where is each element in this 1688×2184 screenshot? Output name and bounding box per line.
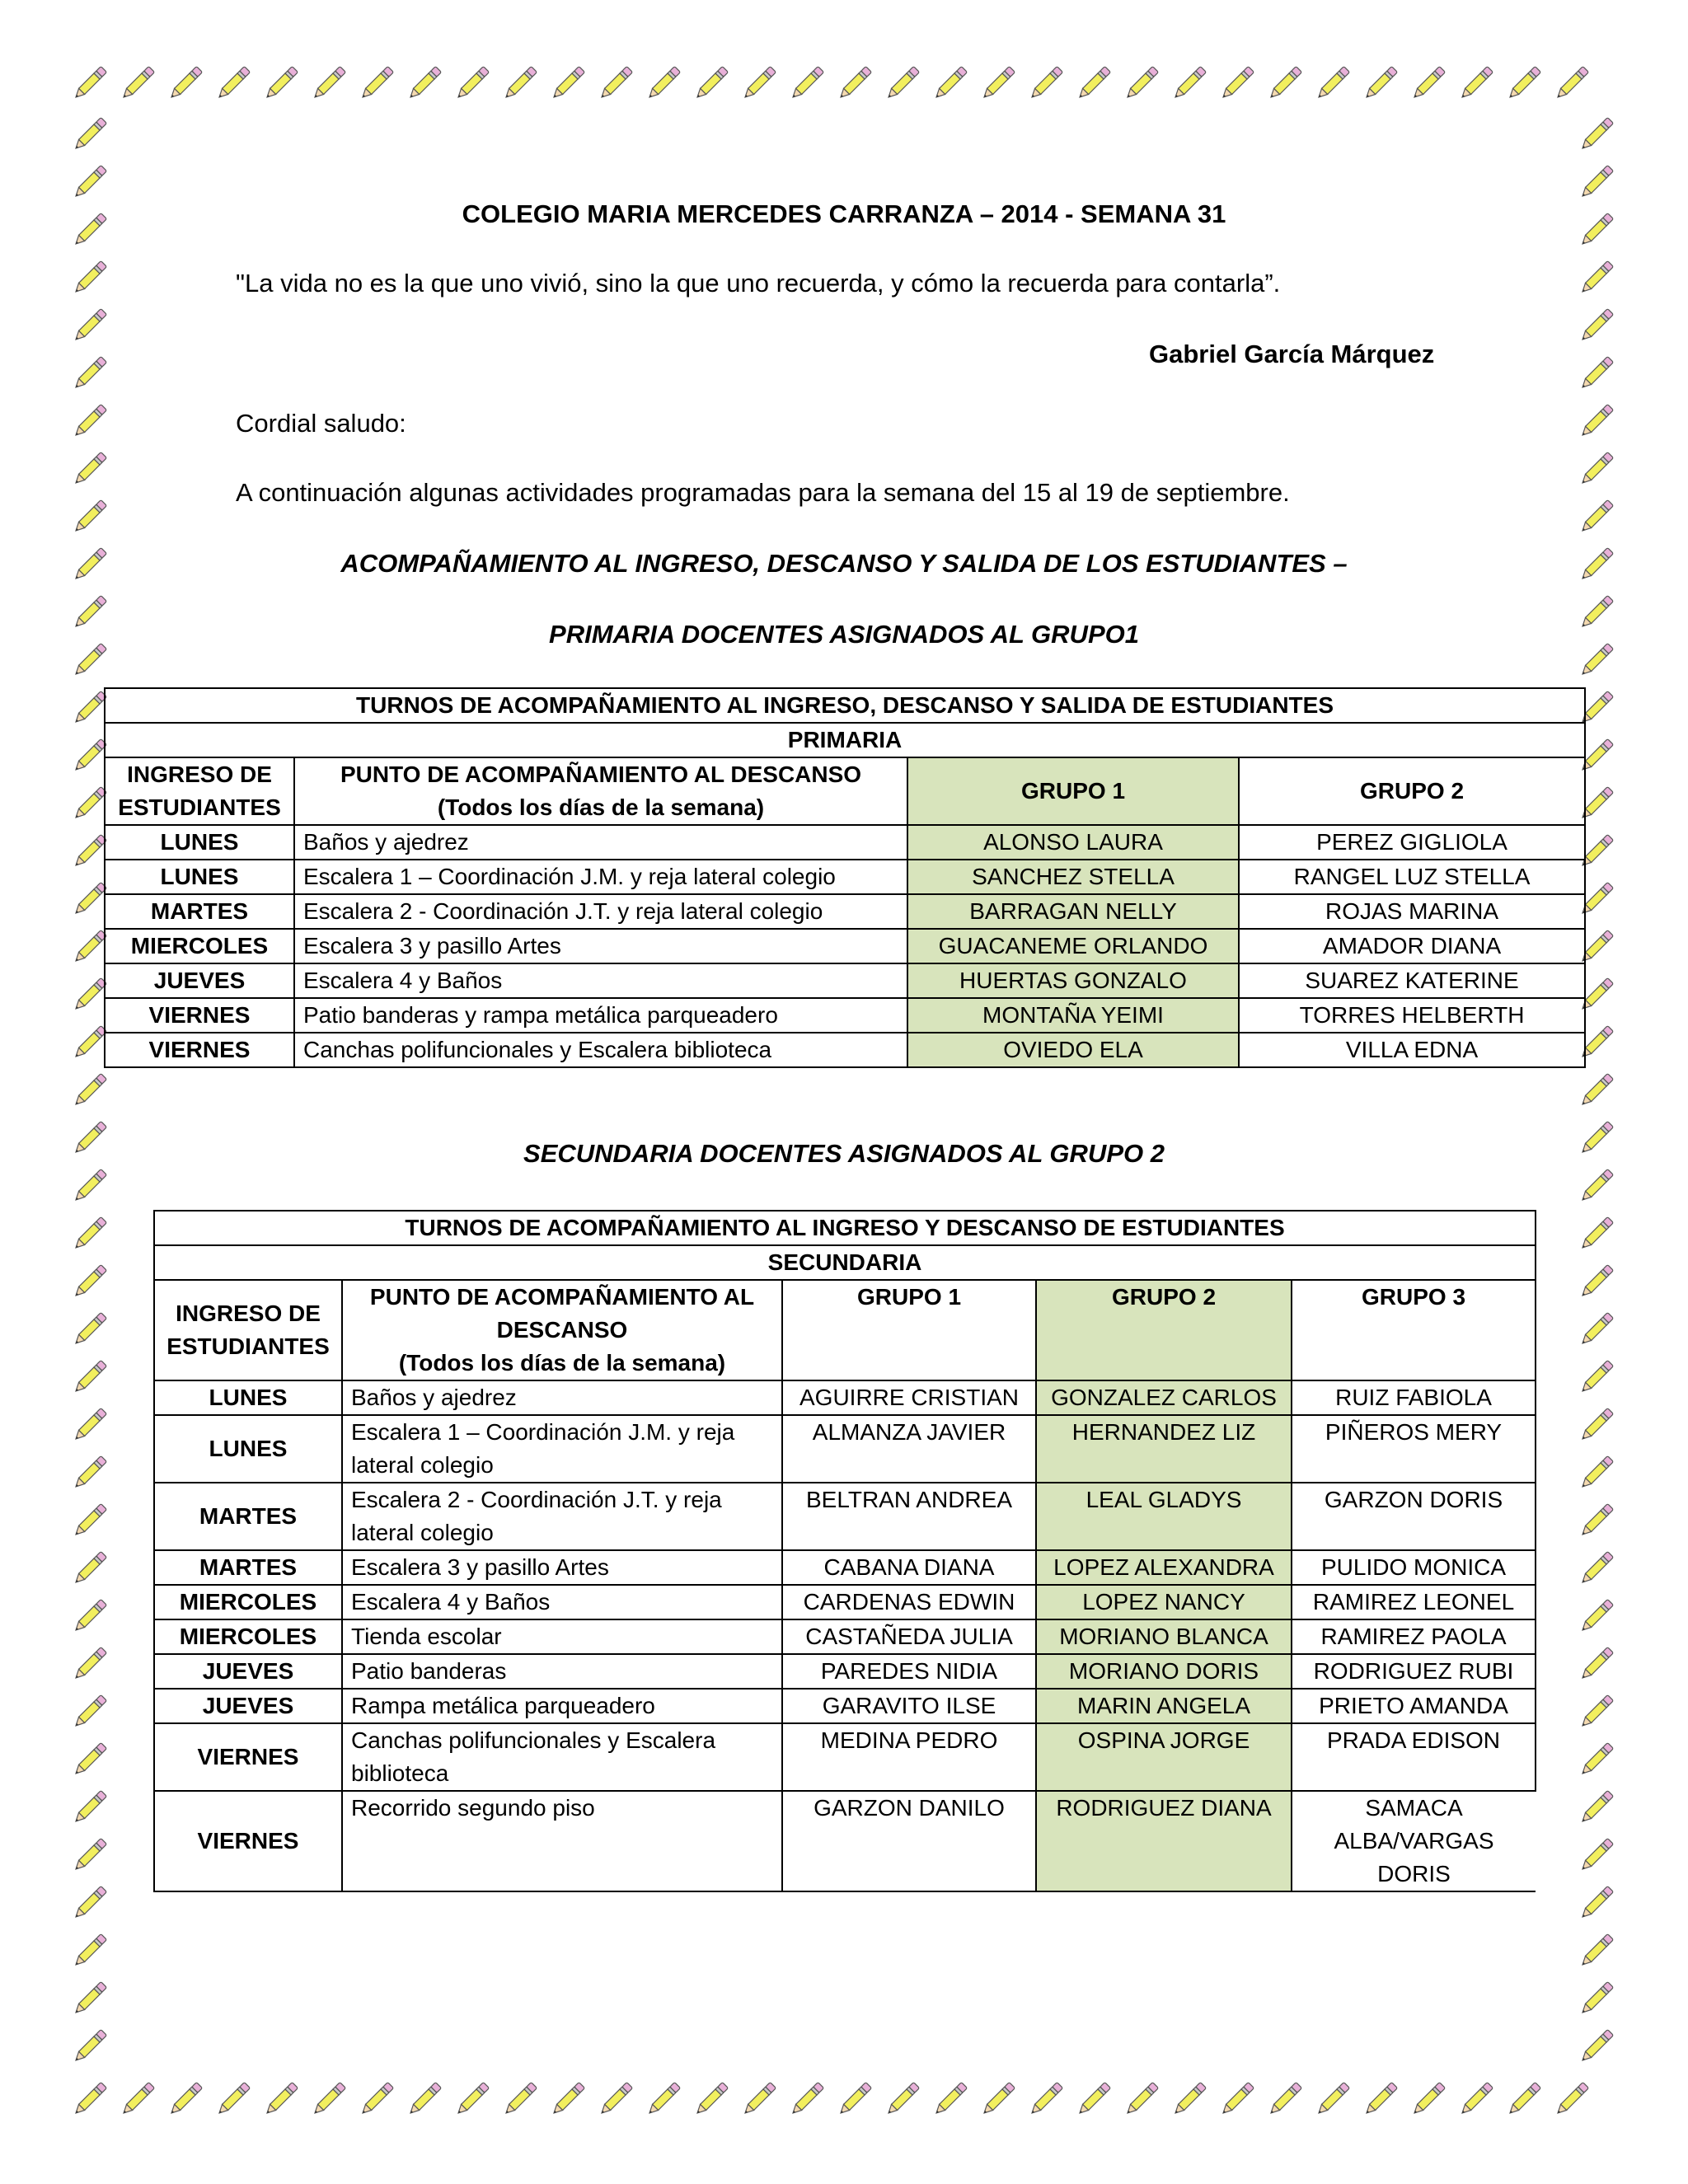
group-3-cell bbox=[1292, 1550, 1536, 1585]
group-3-line1: PRIETO AMANDA bbox=[1319, 1693, 1508, 1718]
pencil-icon bbox=[68, 1165, 111, 1207]
pencil-icon bbox=[1503, 62, 1545, 105]
day-cell: JUEVES bbox=[154, 1654, 342, 1689]
day-cell: VIERNES bbox=[154, 1791, 342, 1891]
header-point bbox=[342, 1280, 782, 1380]
point-line1: Escalera 2 - Coordinación J.T. y reja bbox=[351, 1487, 722, 1512]
table-row bbox=[154, 1550, 1536, 1585]
primaria-heading: PRIMARIA DOCENTES ASIGNADOS AL GRUPO1 bbox=[549, 620, 1139, 649]
pencil-icon bbox=[1575, 1595, 1618, 1638]
table-row bbox=[105, 998, 1585, 1033]
pencil-icon bbox=[68, 1786, 111, 1829]
table-title: TURNOS DE ACOMPAÑAMIENTO AL INGRESO, DESCANSO Y SALIDA DE ESTUDIANTES bbox=[105, 688, 1585, 723]
group-1-cell: HUERTAS GONZALO bbox=[907, 963, 1239, 998]
pencil-icon bbox=[1503, 2078, 1545, 2121]
group-1-cell: MONTAÑA YEIMI bbox=[907, 998, 1239, 1033]
header-point-line2: DESCANSO bbox=[496, 1317, 628, 1343]
table-header-row bbox=[105, 757, 1585, 825]
pencil-icon bbox=[164, 2078, 207, 2121]
table-row bbox=[154, 1380, 1536, 1415]
secundaria-table bbox=[153, 1210, 1536, 1892]
pencil-icon bbox=[403, 2078, 446, 2121]
pencil-icon bbox=[1264, 62, 1306, 105]
group-1-cell: GARZON DANILO bbox=[782, 1791, 1036, 1891]
point-line2: lateral colegio bbox=[351, 1520, 494, 1545]
pencil-icon bbox=[594, 62, 637, 105]
pencil-icon bbox=[1216, 62, 1259, 105]
table-row bbox=[154, 1654, 1536, 1689]
pencil-icon bbox=[1072, 62, 1115, 105]
day-cell: MARTES bbox=[154, 1550, 342, 1585]
pencil-icon bbox=[1168, 62, 1211, 105]
group-1-cell: GUACANEME ORLANDO bbox=[907, 929, 1239, 963]
group-2-cell: MARIN ANGELA bbox=[1036, 1689, 1292, 1723]
pencil-icon bbox=[1575, 1547, 1618, 1590]
group-1-cell: GARAVITO ILSE bbox=[782, 1689, 1036, 1723]
pencil-icon bbox=[1575, 1404, 1618, 1446]
pencil-icon bbox=[68, 256, 111, 299]
group-1-cell: PAREDES NIDIA bbox=[782, 1654, 1036, 1689]
header-group-2: GRUPO 2 bbox=[1239, 757, 1585, 825]
pencil-icon bbox=[1575, 1738, 1618, 1781]
pencil-icon bbox=[499, 2078, 542, 2121]
group-2-cell: OSPINA JORGE bbox=[1036, 1723, 1292, 1791]
header-day-line1: INGRESO DE bbox=[127, 762, 272, 787]
group-3-line2: ALBA/VARGAS bbox=[1334, 1828, 1494, 1854]
group-3-line1: PRADA EDISON bbox=[1326, 1727, 1501, 1753]
group-3-cell bbox=[1292, 1585, 1536, 1619]
pencil-icon bbox=[785, 62, 828, 105]
header-group-1: GRUPO 1 bbox=[782, 1280, 1036, 1380]
group-1-cell: CARDENAS EDWIN bbox=[782, 1585, 1036, 1619]
pencil-icon bbox=[1072, 2078, 1115, 2121]
border-top bbox=[66, 59, 1624, 110]
pencil-icon bbox=[68, 1882, 111, 1924]
point-cell: Escalera 2 - Coordinación J.T. y reja lateral colegio bbox=[294, 894, 907, 929]
section-heading: ACOMPAÑAMIENTO AL INGRESO, DESCANSO Y SALIDA DE LOS ESTUDIANTES – bbox=[340, 549, 1348, 578]
pencil-icon bbox=[68, 1595, 111, 1638]
pencil-icon bbox=[1575, 448, 1618, 490]
table-row bbox=[154, 1415, 1536, 1483]
header-group-3: GRUPO 3 bbox=[1292, 1280, 1536, 1380]
pencil-icon bbox=[1359, 2078, 1402, 2121]
table-row bbox=[154, 1689, 1536, 1723]
point-line1: Escalera 1 – Coordinación J.M. y reja bbox=[351, 1419, 735, 1445]
table-subtitle: PRIMARIA bbox=[105, 723, 1585, 757]
group-3-cell bbox=[1292, 1723, 1536, 1791]
group-2-cell: TORRES HELBERTH bbox=[1239, 998, 1585, 1033]
pencil-icon bbox=[1575, 1308, 1618, 1351]
group-2-cell: VILLA EDNA bbox=[1239, 1033, 1585, 1067]
pencil-icon bbox=[68, 1834, 111, 1877]
pencil-icon bbox=[1311, 62, 1354, 105]
table-title: TURNOS DE ACOMPAÑAMIENTO AL INGRESO Y DESCANSO DE ESTUDIANTES bbox=[154, 1211, 1536, 1245]
pencil-icon bbox=[1550, 62, 1593, 105]
pencil-icon bbox=[1575, 400, 1618, 443]
pencil-icon bbox=[642, 62, 685, 105]
point-cell bbox=[342, 1723, 782, 1791]
group-2-cell: ROJAS MARINA bbox=[1239, 894, 1585, 929]
pencil-icon bbox=[1216, 2078, 1259, 2121]
day-cell: JUEVES bbox=[154, 1689, 342, 1723]
table-subtitle-row bbox=[154, 1245, 1536, 1280]
group-3-cell bbox=[1292, 1791, 1536, 1891]
quote-author: Gabriel García Márquez bbox=[1149, 340, 1435, 368]
pencil-icon bbox=[212, 62, 255, 105]
pencil-icon bbox=[785, 2078, 828, 2121]
group-1-cell: SANCHEZ STELLA bbox=[907, 860, 1239, 894]
group-1-cell: AGUIRRE CRISTIAN bbox=[782, 1380, 1036, 1415]
group-3-cell bbox=[1292, 1689, 1536, 1723]
pencil-icon bbox=[738, 62, 781, 105]
header-day bbox=[154, 1280, 342, 1380]
quote: "La vida no es la que uno vivió, sino la que uno recuerda, y cómo la recuerda para contarla”. bbox=[236, 269, 1281, 298]
pencil-icon bbox=[1359, 62, 1402, 105]
point-line1: Baños y ajedrez bbox=[351, 1385, 517, 1410]
pencil-icon bbox=[1550, 2078, 1593, 2121]
pencil-icon bbox=[1575, 1356, 1618, 1399]
pencil-icon bbox=[68, 62, 111, 105]
point-cell bbox=[342, 1689, 782, 1723]
pencil-icon bbox=[833, 62, 876, 105]
group-1-cell: BARRAGAN NELLY bbox=[907, 894, 1239, 929]
pencil-icon bbox=[1264, 2078, 1306, 2121]
intro-text: A continuación algunas actividades programadas para la semana del 15 al 19 de septiembre. bbox=[236, 478, 1290, 507]
pencil-icon bbox=[68, 1260, 111, 1303]
group-1-cell: MEDINA PEDRO bbox=[782, 1723, 1036, 1791]
point-line1: Canchas polifuncionales y Escalera bbox=[351, 1727, 716, 1753]
pencil-icon bbox=[68, 352, 111, 395]
pencil-icon bbox=[1575, 1786, 1618, 1829]
point-cell bbox=[342, 1585, 782, 1619]
border-right bbox=[1573, 110, 1624, 2075]
point-line1: Patio banderas bbox=[351, 1658, 507, 1684]
table-row bbox=[154, 1791, 1536, 1891]
pencil-icon bbox=[1575, 304, 1618, 347]
primaria-table bbox=[104, 687, 1586, 1068]
pencil-icon bbox=[977, 2078, 1020, 2121]
pencil-icon bbox=[690, 62, 733, 105]
pencil-icon bbox=[1575, 256, 1618, 299]
pencil-icon bbox=[68, 1069, 111, 1112]
table-row bbox=[105, 929, 1585, 963]
group-2-cell: LEAL GLADYS bbox=[1036, 1483, 1292, 1550]
point-cell: Escalera 3 y pasillo Artes bbox=[294, 929, 907, 963]
table-row bbox=[154, 1483, 1536, 1550]
pencil-icon bbox=[1575, 113, 1618, 156]
pencil-icon bbox=[212, 2078, 255, 2121]
pencil-icon bbox=[1575, 352, 1618, 395]
pencil-icon bbox=[164, 62, 207, 105]
pencil-icon bbox=[1120, 2078, 1163, 2121]
pencil-icon bbox=[1575, 1643, 1618, 1685]
pencil-icon bbox=[594, 2078, 637, 2121]
point-cell bbox=[342, 1380, 782, 1415]
point-cell bbox=[342, 1619, 782, 1654]
pencil-icon bbox=[68, 1451, 111, 1494]
point-cell: Baños y ajedrez bbox=[294, 825, 907, 860]
header-day-line2: ESTUDIANTES bbox=[166, 1333, 330, 1359]
pencil-icon bbox=[260, 2078, 302, 2121]
day-cell: LUNES bbox=[154, 1380, 342, 1415]
point-line1: Escalera 3 y pasillo Artes bbox=[351, 1554, 609, 1580]
pencil-icon bbox=[68, 495, 111, 538]
pencil-icon bbox=[68, 400, 111, 443]
group-2-cell: SUAREZ KATERINE bbox=[1239, 963, 1585, 998]
header-point-line1: PUNTO DE ACOMPAÑAMIENTO AL bbox=[369, 1284, 755, 1310]
group-3-line1: RUIZ FABIOLA bbox=[1335, 1385, 1492, 1410]
group-3-cell bbox=[1292, 1483, 1536, 1550]
table-row bbox=[105, 1033, 1585, 1067]
pencil-icon bbox=[1575, 1499, 1618, 1542]
pencil-icon bbox=[738, 2078, 781, 2121]
page-title: COLEGIO MARIA MERCEDES CARRANZA – 2014 - SEMANA 31 bbox=[462, 199, 1226, 228]
pencil-icon bbox=[1407, 2078, 1450, 2121]
header-point-line2: (Todos los días de la semana) bbox=[437, 794, 765, 820]
day-cell: VIERNES bbox=[154, 1723, 342, 1791]
point-cell bbox=[342, 1791, 782, 1891]
pencil-icon bbox=[1575, 1929, 1618, 1972]
group-3-cell bbox=[1292, 1380, 1536, 1415]
pencil-icon bbox=[1575, 1260, 1618, 1303]
table-title-row bbox=[154, 1211, 1536, 1245]
group-3-line1: RODRIGUEZ RUBI bbox=[1313, 1658, 1514, 1684]
table-subtitle: SECUNDARIA bbox=[154, 1245, 1536, 1280]
group-1-cell: CABANA DIANA bbox=[782, 1550, 1036, 1585]
pencil-icon bbox=[1575, 1165, 1618, 1207]
day-cell: MARTES bbox=[154, 1483, 342, 1550]
pencil-icon bbox=[1575, 1069, 1618, 1112]
header-day-line2: ESTUDIANTES bbox=[118, 794, 281, 820]
group-1-cell: ALMANZA JAVIER bbox=[782, 1415, 1036, 1483]
group-3-line3: DORIS bbox=[1377, 1861, 1451, 1886]
point-cell bbox=[342, 1550, 782, 1585]
table-row bbox=[154, 1585, 1536, 1619]
pencil-icon bbox=[1575, 2025, 1618, 2068]
group-3-cell bbox=[1292, 1415, 1536, 1483]
pencil-icon bbox=[1120, 62, 1163, 105]
group-3-line1: GARZON DORIS bbox=[1324, 1487, 1503, 1512]
day-cell: MIERCOLES bbox=[105, 929, 294, 963]
pencil-icon bbox=[977, 62, 1020, 105]
group-2-cell: PEREZ GIGLIOLA bbox=[1239, 825, 1585, 860]
pencil-icon bbox=[546, 2078, 589, 2121]
pencil-icon bbox=[307, 2078, 350, 2121]
group-1-cell: OVIEDO ELA bbox=[907, 1033, 1239, 1067]
point-cell bbox=[342, 1654, 782, 1689]
group-2-cell: MORIANO BLANCA bbox=[1036, 1619, 1292, 1654]
point-cell: Canchas polifuncionales y Escalera biblioteca bbox=[294, 1033, 907, 1067]
point-cell bbox=[342, 1415, 782, 1483]
point-line1: Recorrido segundo piso bbox=[351, 1795, 595, 1821]
day-cell: LUNES bbox=[154, 1415, 342, 1483]
point-cell: Patio banderas y rampa metálica parqueadero bbox=[294, 998, 907, 1033]
pencil-icon bbox=[1455, 62, 1498, 105]
group-3-cell bbox=[1292, 1619, 1536, 1654]
group-2-cell: LOPEZ NANCY bbox=[1036, 1585, 1292, 1619]
pencil-icon bbox=[881, 2078, 924, 2121]
table-title-row bbox=[105, 688, 1585, 723]
pencil-icon bbox=[307, 62, 350, 105]
group-2-cell: RODRIGUEZ DIANA bbox=[1036, 1791, 1292, 1891]
header-group-2: GRUPO 2 bbox=[1036, 1280, 1292, 1380]
pencil-icon bbox=[1407, 62, 1450, 105]
secundaria-heading: SECUNDARIA DOCENTES ASIGNADOS AL GRUPO 2 bbox=[523, 1139, 1165, 1168]
pencil-icon bbox=[68, 1212, 111, 1255]
table-row bbox=[105, 860, 1585, 894]
header-group-1: GRUPO 1 bbox=[907, 757, 1239, 825]
pencil-icon bbox=[68, 2078, 111, 2121]
pencil-icon bbox=[355, 62, 398, 105]
pencil-icon bbox=[1575, 1690, 1618, 1733]
secundaria-body bbox=[154, 1380, 1536, 1891]
group-2-cell: LOPEZ ALEXANDRA bbox=[1036, 1550, 1292, 1585]
pencil-icon bbox=[68, 1404, 111, 1446]
table-header-row bbox=[154, 1280, 1536, 1380]
pencil-icon bbox=[1455, 2078, 1498, 2121]
pencil-icon bbox=[68, 1547, 111, 1590]
group-2-cell: GONZALEZ CARLOS bbox=[1036, 1380, 1292, 1415]
pencil-icon bbox=[116, 62, 159, 105]
point-cell: Escalera 1 – Coordinación J.M. y reja lateral colegio bbox=[294, 860, 907, 894]
pencil-icon bbox=[68, 1690, 111, 1733]
pencil-icon bbox=[1575, 1977, 1618, 2020]
pencil-icon bbox=[68, 2025, 111, 2068]
pencil-icon bbox=[68, 1738, 111, 1781]
table-subtitle-row bbox=[105, 723, 1585, 757]
group-2-cell: RANGEL LUZ STELLA bbox=[1239, 860, 1585, 894]
day-cell: LUNES bbox=[105, 825, 294, 860]
pencil-icon bbox=[1575, 1834, 1618, 1877]
border-left bbox=[66, 110, 117, 2075]
day-cell: JUEVES bbox=[105, 963, 294, 998]
day-cell: MIERCOLES bbox=[154, 1619, 342, 1654]
point-cell bbox=[342, 1483, 782, 1550]
pencil-icon bbox=[1575, 1212, 1618, 1255]
greeting: Cordial saludo: bbox=[236, 409, 406, 438]
header-point-line3: (Todos los días de la semana) bbox=[398, 1350, 726, 1376]
pencil-icon bbox=[1025, 62, 1067, 105]
pencil-icon bbox=[1168, 2078, 1211, 2121]
pencil-icon bbox=[68, 448, 111, 490]
header-day bbox=[105, 757, 294, 825]
pencil-icon bbox=[68, 1643, 111, 1685]
group-3-line1: RAMIREZ LEONEL bbox=[1312, 1589, 1515, 1615]
border-bottom bbox=[66, 2075, 1624, 2126]
pencil-icon bbox=[1311, 2078, 1354, 2121]
pencil-icon bbox=[881, 62, 924, 105]
point-cell: Escalera 4 y Baños bbox=[294, 963, 907, 998]
group-1-cell: ALONSO LAURA bbox=[907, 825, 1239, 860]
header-day-line1: INGRESO DE bbox=[176, 1301, 321, 1326]
day-cell: VIERNES bbox=[105, 998, 294, 1033]
group-3-line1: PIÑEROS MERY bbox=[1325, 1419, 1503, 1445]
pencil-icon bbox=[546, 62, 589, 105]
group-1-cell: CASTAÑEDA JULIA bbox=[782, 1619, 1036, 1654]
pencil-icon bbox=[68, 304, 111, 347]
day-cell: MIERCOLES bbox=[154, 1585, 342, 1619]
point-line2: lateral colegio bbox=[351, 1452, 494, 1478]
pencil-icon bbox=[451, 2078, 494, 2121]
pencil-icon bbox=[1575, 1882, 1618, 1924]
pencil-icon bbox=[68, 113, 111, 156]
pencil-icon bbox=[499, 62, 542, 105]
header-point-line1: PUNTO DE ACOMPAÑAMIENTO AL DESCANSO bbox=[340, 762, 862, 787]
pencil-icon bbox=[68, 1929, 111, 1972]
pencil-icon bbox=[451, 62, 494, 105]
pencil-icon bbox=[833, 2078, 876, 2121]
header-point bbox=[294, 757, 907, 825]
pencil-icon bbox=[355, 2078, 398, 2121]
point-line1: Rampa metálica parqueadero bbox=[351, 1693, 655, 1718]
pencil-icon bbox=[260, 62, 302, 105]
pencil-icon bbox=[68, 1977, 111, 2020]
group-3-cell bbox=[1292, 1654, 1536, 1689]
day-cell: MARTES bbox=[105, 894, 294, 929]
day-cell: VIERNES bbox=[105, 1033, 294, 1067]
group-3-line1: RAMIREZ PAOLA bbox=[1320, 1624, 1507, 1649]
pencil-icon bbox=[929, 2078, 972, 2121]
pencil-icon bbox=[68, 1356, 111, 1399]
pencil-icon bbox=[68, 1499, 111, 1542]
group-3-line1: PULIDO MONICA bbox=[1320, 1554, 1507, 1580]
pencil-icon bbox=[690, 2078, 733, 2121]
day-cell: LUNES bbox=[105, 860, 294, 894]
table-row bbox=[154, 1723, 1536, 1791]
group-2-cell: HERNANDEZ LIZ bbox=[1036, 1415, 1292, 1483]
table-row bbox=[154, 1619, 1536, 1654]
point-line1: Escalera 4 y Baños bbox=[351, 1589, 551, 1615]
point-line2: biblioteca bbox=[351, 1760, 449, 1786]
point-line1: Tienda escolar bbox=[351, 1624, 502, 1649]
pencil-icon bbox=[642, 2078, 685, 2121]
table-row bbox=[105, 963, 1585, 998]
pencil-icon bbox=[116, 2078, 159, 2121]
pencil-icon bbox=[1025, 2078, 1067, 2121]
group-3-line1: SAMACA bbox=[1365, 1795, 1463, 1821]
pencil-icon bbox=[929, 62, 972, 105]
pencil-icon bbox=[1575, 1451, 1618, 1494]
table-row bbox=[105, 825, 1585, 860]
pencil-icon bbox=[1575, 495, 1618, 538]
group-2-cell: AMADOR DIANA bbox=[1239, 929, 1585, 963]
table-row bbox=[105, 894, 1585, 929]
pencil-icon bbox=[403, 62, 446, 105]
group-1-cell: BELTRAN ANDREA bbox=[782, 1483, 1036, 1550]
primaria-body bbox=[105, 825, 1585, 1067]
pencil-icon bbox=[68, 1308, 111, 1351]
group-2-cell: MORIANO DORIS bbox=[1036, 1654, 1292, 1689]
